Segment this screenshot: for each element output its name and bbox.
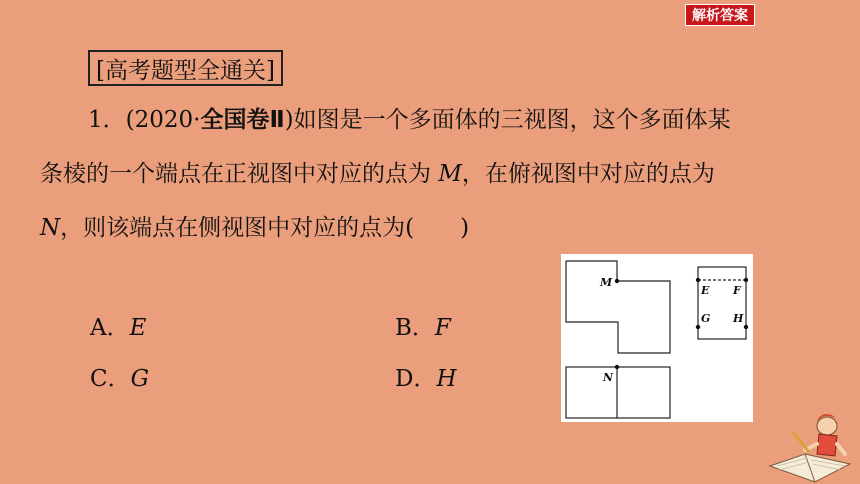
option-a-value: E (129, 315, 147, 341)
label-e: E (701, 284, 710, 297)
option-d-value: H (436, 366, 457, 392)
point-g (696, 325, 700, 329)
option-b-key: B． (395, 315, 435, 341)
question-number: 1．(2020· (88, 107, 201, 133)
option-d[interactable] (395, 360, 457, 393)
option-a-key: A． (90, 315, 130, 341)
three-view-figure (561, 254, 753, 422)
question-text-1: )如图是一个多面体的三视图，这个多面体某 (284, 107, 731, 133)
option-c-key: C． (90, 366, 131, 392)
question-line-3 (40, 209, 469, 242)
front-view (566, 261, 670, 353)
question-source: 全国卷Ⅱ (200, 107, 285, 133)
option-a[interactable] (90, 309, 146, 342)
question-text-3: ，在俯视图中对应的点为 (461, 161, 715, 187)
option-b-value: F (434, 315, 451, 341)
option-d-key: D． (395, 366, 437, 392)
top-view (566, 367, 670, 418)
point-n-text: N (40, 215, 61, 241)
option-b[interactable] (395, 309, 451, 342)
question-line-1 (88, 101, 731, 134)
point-n (615, 365, 619, 369)
label-g: G (701, 312, 711, 325)
question-text-4: ，则该端点在侧视图中对应的点为( ) (60, 215, 470, 241)
option-c-value: G (130, 366, 149, 392)
answer-button[interactable]: 解析答案 (685, 4, 755, 26)
question-line-2 (40, 155, 715, 188)
point-f (744, 278, 748, 282)
label-n: N (603, 371, 614, 384)
point-h (744, 325, 748, 329)
section-title: [高考题型全通关] (88, 50, 283, 86)
label-f: F (733, 284, 741, 297)
reading-kid-mascot-icon (765, 404, 855, 484)
question-text-2: 条棱的一个端点在正视图中对应的点为 (40, 161, 439, 187)
label-h: H (733, 312, 744, 325)
option-c[interactable] (90, 360, 149, 393)
point-m (615, 279, 619, 283)
side-view (698, 267, 746, 339)
point-m-text: M (438, 161, 462, 187)
point-e (696, 278, 700, 282)
label-m: M (600, 276, 613, 289)
